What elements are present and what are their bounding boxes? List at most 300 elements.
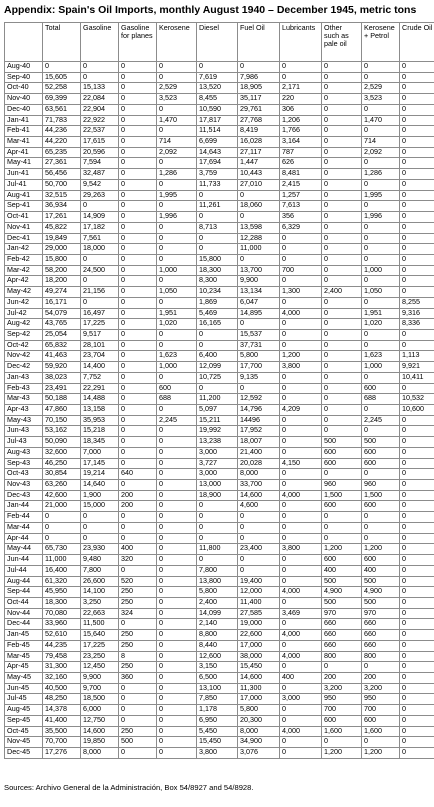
- value-cell: 1,113: [400, 351, 434, 362]
- value-cell: 0: [400, 254, 434, 265]
- value-cell: 0: [322, 244, 362, 255]
- value-cell: 0: [119, 565, 157, 576]
- value-cell: 0: [280, 297, 322, 308]
- value-cell: 200: [119, 490, 157, 501]
- value-cell: 31,300: [43, 662, 81, 673]
- value-cell: 0: [157, 630, 197, 641]
- table-row: [5, 115, 434, 126]
- table-row: [5, 104, 434, 115]
- value-cell: 6,329: [280, 222, 322, 233]
- value-cell: 0: [119, 104, 157, 115]
- value-cell: 7,619: [197, 72, 238, 83]
- value-cell: 0: [119, 94, 157, 105]
- month-cell: Sep-43: [5, 458, 43, 469]
- month-cell: Mar-41: [5, 137, 43, 148]
- value-cell: 0: [322, 522, 362, 533]
- value-cell: 10,532: [400, 394, 434, 405]
- value-cell: 21,156: [81, 287, 119, 298]
- value-cell: 0: [280, 522, 322, 533]
- value-cell: 0: [400, 340, 434, 351]
- value-cell: 12,450: [81, 662, 119, 673]
- value-cell: 0: [119, 179, 157, 190]
- column-header: Kerosene: [157, 23, 197, 62]
- value-cell: 0: [322, 233, 362, 244]
- value-cell: 1,951: [157, 308, 197, 319]
- value-cell: 0: [119, 372, 157, 383]
- value-cell: 22,537: [81, 126, 119, 137]
- value-cell: 0: [400, 212, 434, 223]
- value-cell: 0: [157, 426, 197, 437]
- value-cell: 69,399: [43, 94, 81, 105]
- value-cell: 250: [119, 587, 157, 598]
- value-cell: 0: [280, 329, 322, 340]
- month-cell: Oct-43: [5, 469, 43, 480]
- value-cell: 6,047: [238, 297, 280, 308]
- value-cell: 600: [362, 447, 400, 458]
- value-cell: 6,500: [197, 672, 238, 683]
- value-cell: 0: [322, 383, 362, 394]
- value-cell: 40,500: [43, 683, 81, 694]
- value-cell: 700: [362, 705, 400, 716]
- value-cell: 23,930: [81, 544, 119, 555]
- value-cell: 0: [280, 372, 322, 383]
- value-cell: 19,849: [43, 233, 81, 244]
- value-cell: 0: [43, 512, 81, 523]
- month-cell: Feb-43: [5, 383, 43, 394]
- value-cell: 0: [322, 190, 362, 201]
- value-cell: 0: [157, 683, 197, 694]
- value-cell: 8,300: [197, 276, 238, 287]
- value-cell: 0: [157, 715, 197, 726]
- column-header: Diesel: [197, 23, 238, 62]
- value-cell: 0: [238, 62, 280, 73]
- value-cell: 0: [157, 447, 197, 458]
- value-cell: 0: [362, 222, 400, 233]
- value-cell: 53,162: [43, 426, 81, 437]
- value-cell: 1,000: [157, 265, 197, 276]
- value-cell: 0: [322, 351, 362, 362]
- value-cell: 0: [322, 104, 362, 115]
- table-row: [5, 212, 434, 223]
- value-cell: 0: [119, 533, 157, 544]
- value-cell: 0: [400, 287, 434, 298]
- value-cell: 320: [119, 555, 157, 566]
- month-cell: Oct-41: [5, 212, 43, 223]
- table-row: [5, 319, 434, 330]
- value-cell: 0: [362, 405, 400, 416]
- value-cell: 8,336: [400, 319, 434, 330]
- value-cell: 0: [238, 383, 280, 394]
- value-cell: 32,160: [43, 672, 81, 683]
- value-cell: 0: [157, 201, 197, 212]
- value-cell: 0: [280, 244, 322, 255]
- table-row: [5, 640, 434, 651]
- value-cell: 0: [322, 329, 362, 340]
- value-cell: 17,276: [43, 748, 81, 759]
- value-cell: 49,274: [43, 287, 81, 298]
- value-cell: 0: [362, 426, 400, 437]
- value-cell: 22,084: [81, 94, 119, 105]
- value-cell: 0: [400, 737, 434, 748]
- value-cell: 12,592: [238, 394, 280, 405]
- value-cell: 14,909: [81, 212, 119, 223]
- value-cell: 28,101: [81, 340, 119, 351]
- value-cell: 38,023: [43, 372, 81, 383]
- value-cell: 2,245: [157, 415, 197, 426]
- value-cell: 2,415: [280, 179, 322, 190]
- value-cell: 0: [119, 319, 157, 330]
- value-cell: 0: [280, 737, 322, 748]
- value-cell: 20,028: [238, 458, 280, 469]
- value-cell: 0: [43, 533, 81, 544]
- value-cell: 0: [157, 490, 197, 501]
- month-cell: Feb-41: [5, 126, 43, 137]
- value-cell: 714: [362, 137, 400, 148]
- value-cell: 4,900: [362, 587, 400, 598]
- value-cell: 640: [119, 469, 157, 480]
- table-row: [5, 705, 434, 716]
- value-cell: 0: [157, 179, 197, 190]
- value-cell: 3,000: [280, 694, 322, 705]
- value-cell: 0: [400, 501, 434, 512]
- value-cell: 34,900: [238, 737, 280, 748]
- value-cell: 11,300: [238, 683, 280, 694]
- value-cell: 6,000: [81, 705, 119, 716]
- value-cell: 27,585: [238, 608, 280, 619]
- month-cell: Nov-42: [5, 351, 43, 362]
- value-cell: 2,400: [322, 287, 362, 298]
- value-cell: 0: [280, 715, 322, 726]
- value-cell: 12,600: [197, 651, 238, 662]
- month-cell: Aug-40: [5, 62, 43, 73]
- value-cell: 0: [157, 651, 197, 662]
- value-cell: 0: [322, 362, 362, 373]
- table-row: [5, 265, 434, 276]
- value-cell: 3,800: [280, 362, 322, 373]
- month-cell: Jun-43: [5, 426, 43, 437]
- table-row: [5, 254, 434, 265]
- value-cell: 15,450: [197, 737, 238, 748]
- value-cell: 0: [157, 533, 197, 544]
- value-cell: 0: [157, 405, 197, 416]
- value-cell: 19,000: [238, 619, 280, 630]
- table-row: [5, 201, 434, 212]
- value-cell: 0: [280, 437, 322, 448]
- value-cell: 0: [197, 383, 238, 394]
- value-cell: 0: [322, 372, 362, 383]
- value-cell: 1,300: [280, 287, 322, 298]
- value-cell: 0: [322, 737, 362, 748]
- value-cell: 0: [362, 340, 400, 351]
- value-cell: 0: [157, 748, 197, 759]
- value-cell: 8,455: [197, 94, 238, 105]
- value-cell: 9,700: [81, 683, 119, 694]
- value-cell: 500: [362, 576, 400, 587]
- value-cell: 14,400: [81, 362, 119, 373]
- value-cell: 0: [280, 62, 322, 73]
- value-cell: 9,316: [400, 308, 434, 319]
- column-header: Fuel Oil: [238, 23, 280, 62]
- value-cell: 3,469: [280, 608, 322, 619]
- month-cell: Aug-42: [5, 319, 43, 330]
- value-cell: 18,345: [81, 437, 119, 448]
- table-row: [5, 287, 434, 298]
- value-cell: 0: [280, 683, 322, 694]
- value-cell: 7,800: [197, 565, 238, 576]
- value-cell: 10,443: [238, 169, 280, 180]
- value-cell: 14496: [238, 415, 280, 426]
- value-cell: 0: [119, 115, 157, 126]
- value-cell: 500: [119, 737, 157, 748]
- month-cell: Nov-41: [5, 222, 43, 233]
- month-cell: Jan-45: [5, 630, 43, 641]
- value-cell: 0: [400, 555, 434, 566]
- value-cell: 11,261: [197, 201, 238, 212]
- value-cell: 0: [119, 158, 157, 169]
- value-cell: 0: [119, 329, 157, 340]
- value-cell: 0: [119, 137, 157, 148]
- value-cell: 18,905: [238, 83, 280, 94]
- value-cell: 0: [400, 104, 434, 115]
- value-cell: 4,000: [280, 651, 322, 662]
- value-cell: 7,561: [81, 233, 119, 244]
- month-cell: Dec-42: [5, 362, 43, 373]
- value-cell: 0: [400, 726, 434, 737]
- value-cell: 500: [322, 437, 362, 448]
- value-cell: 17,700: [238, 362, 280, 373]
- value-cell: 1,200: [322, 748, 362, 759]
- value-cell: 17,694: [197, 158, 238, 169]
- value-cell: 0: [322, 62, 362, 73]
- value-cell: 0: [322, 415, 362, 426]
- value-cell: 0: [197, 501, 238, 512]
- value-cell: 71,783: [43, 115, 81, 126]
- value-cell: 0: [280, 340, 322, 351]
- value-cell: 0: [81, 72, 119, 83]
- value-cell: 0: [157, 565, 197, 576]
- value-cell: 0: [197, 512, 238, 523]
- value-cell: 27,010: [238, 179, 280, 190]
- value-cell: 2,092: [157, 147, 197, 158]
- oil-imports-table: [4, 22, 434, 759]
- month-cell: Jul-44: [5, 565, 43, 576]
- value-cell: 1,200: [280, 351, 322, 362]
- value-cell: 0: [400, 383, 434, 394]
- value-cell: 70,700: [43, 737, 81, 748]
- value-cell: 660: [322, 619, 362, 630]
- value-cell: 44,236: [43, 126, 81, 137]
- value-cell: 0: [362, 662, 400, 673]
- table-row: [5, 533, 434, 544]
- table-row: [5, 415, 434, 426]
- value-cell: 8: [119, 651, 157, 662]
- value-cell: 660: [362, 619, 400, 630]
- value-cell: 1,951: [362, 308, 400, 319]
- value-cell: 0: [157, 104, 197, 115]
- value-cell: 7,594: [81, 158, 119, 169]
- value-cell: 1,000: [157, 362, 197, 373]
- column-header: Gasoline for planes: [119, 23, 157, 62]
- value-cell: 18,000: [81, 244, 119, 255]
- month-cell: Dec-45: [5, 748, 43, 759]
- value-cell: 15,218: [81, 426, 119, 437]
- value-cell: 12,099: [197, 362, 238, 373]
- value-cell: 8,481: [280, 169, 322, 180]
- value-cell: 14,378: [43, 705, 81, 716]
- value-cell: 250: [119, 640, 157, 651]
- table-row: [5, 233, 434, 244]
- column-header: Gasoline: [81, 23, 119, 62]
- value-cell: 1,995: [362, 190, 400, 201]
- table-row: [5, 512, 434, 523]
- value-cell: 0: [119, 683, 157, 694]
- value-cell: 0: [400, 512, 434, 523]
- month-cell: Mar-44: [5, 522, 43, 533]
- value-cell: 1,766: [280, 126, 322, 137]
- value-cell: 0: [119, 83, 157, 94]
- value-cell: 7,986: [238, 72, 280, 83]
- value-cell: 15,605: [43, 72, 81, 83]
- value-cell: 0: [362, 104, 400, 115]
- value-cell: 0: [400, 587, 434, 598]
- value-cell: 0: [197, 212, 238, 223]
- value-cell: 11,500: [81, 619, 119, 630]
- value-cell: 0: [43, 62, 81, 73]
- value-cell: 0: [238, 190, 280, 201]
- value-cell: 35,953: [81, 415, 119, 426]
- value-cell: 0: [400, 683, 434, 694]
- value-cell: 0: [322, 72, 362, 83]
- month-cell: Oct-45: [5, 726, 43, 737]
- value-cell: 14,640: [81, 480, 119, 491]
- value-cell: 0: [157, 276, 197, 287]
- value-cell: 27,768: [238, 115, 280, 126]
- column-header: Lubricants: [280, 23, 322, 62]
- value-cell: 0: [157, 640, 197, 651]
- month-cell: Jun-44: [5, 555, 43, 566]
- value-cell: 0: [157, 705, 197, 716]
- value-cell: 14,488: [81, 394, 119, 405]
- value-cell: 700: [280, 265, 322, 276]
- month-cell: Jun-45: [5, 683, 43, 694]
- value-cell: 11,800: [197, 544, 238, 555]
- value-cell: 65,235: [43, 147, 81, 158]
- month-cell: Dec-44: [5, 619, 43, 630]
- value-cell: 17,225: [81, 640, 119, 651]
- value-cell: 10,725: [197, 372, 238, 383]
- value-cell: 0: [81, 533, 119, 544]
- table-row: [5, 565, 434, 576]
- value-cell: 0: [280, 619, 322, 630]
- month-cell: Feb-44: [5, 512, 43, 523]
- value-cell: 0: [157, 297, 197, 308]
- value-cell: 17,225: [81, 319, 119, 330]
- value-cell: 0: [400, 126, 434, 137]
- value-cell: 0: [119, 512, 157, 523]
- value-cell: 17,817: [197, 115, 238, 126]
- value-cell: 3,000: [197, 469, 238, 480]
- value-cell: 0: [400, 83, 434, 94]
- value-cell: 5,469: [197, 308, 238, 319]
- value-cell: 0: [157, 726, 197, 737]
- value-cell: 23,400: [238, 544, 280, 555]
- value-cell: 250: [119, 597, 157, 608]
- value-cell: 0: [322, 126, 362, 137]
- value-cell: 1,200: [322, 544, 362, 555]
- month-cell: Nov-43: [5, 480, 43, 491]
- value-cell: 600: [322, 458, 362, 469]
- month-cell: Sep-42: [5, 329, 43, 340]
- value-cell: 9,135: [238, 372, 280, 383]
- value-cell: 306: [280, 104, 322, 115]
- value-cell: 0: [362, 233, 400, 244]
- value-cell: 0: [119, 222, 157, 233]
- value-cell: 0: [400, 72, 434, 83]
- value-cell: 0: [81, 276, 119, 287]
- value-cell: 0: [322, 276, 362, 287]
- value-cell: 0: [197, 62, 238, 73]
- value-cell: 500: [322, 597, 362, 608]
- value-cell: 0: [280, 533, 322, 544]
- value-cell: 23,491: [43, 383, 81, 394]
- value-cell: 0: [238, 512, 280, 523]
- value-cell: 0: [280, 597, 322, 608]
- value-cell: 12,288: [238, 233, 280, 244]
- value-cell: 1,869: [197, 297, 238, 308]
- value-cell: 0: [322, 394, 362, 405]
- value-cell: 1,500: [322, 490, 362, 501]
- value-cell: 29,263: [81, 190, 119, 201]
- value-cell: 250: [119, 630, 157, 641]
- value-cell: 0: [400, 490, 434, 501]
- table-row: [5, 490, 434, 501]
- value-cell: 0: [362, 329, 400, 340]
- value-cell: 600: [322, 715, 362, 726]
- value-cell: 6,400: [197, 351, 238, 362]
- value-cell: 0: [400, 158, 434, 169]
- value-cell: 0: [280, 383, 322, 394]
- value-cell: 12,750: [81, 715, 119, 726]
- month-cell: Jan-44: [5, 501, 43, 512]
- table-row: [5, 437, 434, 448]
- value-cell: 65,832: [43, 340, 81, 351]
- value-cell: 8,000: [238, 469, 280, 480]
- value-cell: 1,050: [362, 287, 400, 298]
- value-cell: 70,150: [43, 415, 81, 426]
- value-cell: 0: [400, 715, 434, 726]
- value-cell: 9,542: [81, 179, 119, 190]
- value-cell: 18,200: [43, 276, 81, 287]
- value-cell: 0: [362, 512, 400, 523]
- value-cell: 59,920: [43, 362, 81, 373]
- value-cell: 0: [119, 619, 157, 630]
- value-cell: 400: [322, 565, 362, 576]
- value-cell: 3,250: [81, 597, 119, 608]
- value-cell: 17,182: [81, 222, 119, 233]
- table-row: [5, 469, 434, 480]
- value-cell: 0: [119, 212, 157, 223]
- value-cell: 1,020: [157, 319, 197, 330]
- value-cell: 0: [400, 458, 434, 469]
- value-cell: 25,054: [43, 329, 81, 340]
- value-cell: 0: [157, 437, 197, 448]
- month-cell: Sep-45: [5, 715, 43, 726]
- value-cell: 0: [400, 480, 434, 491]
- table-row: [5, 597, 434, 608]
- value-cell: 500: [322, 576, 362, 587]
- value-cell: 0: [362, 276, 400, 287]
- value-cell: 0: [322, 512, 362, 523]
